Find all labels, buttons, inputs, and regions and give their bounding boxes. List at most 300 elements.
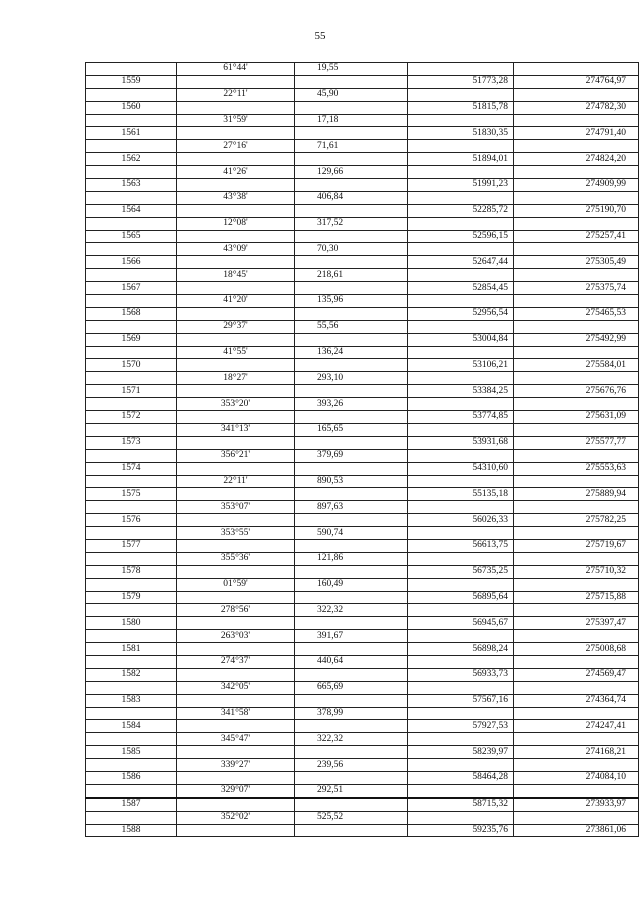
bearing-cell: 263°03' [177,630,295,643]
x-coordinate-cell [408,784,514,797]
bearing-cell [177,359,295,372]
point-number-cell: 1560 [86,101,177,114]
point-number-cell: 1563 [86,179,177,192]
distance-cell: 19,55 [295,63,408,76]
distance-cell: 45,90 [295,88,408,101]
y-coordinate-cell: 275305,49 [514,256,639,269]
x-coordinate-cell: 52647,44 [408,256,514,269]
point-number-cell [86,114,177,127]
distance-cell [295,282,408,295]
point-number-cell [86,501,177,514]
y-coordinate-cell [514,269,639,282]
x-coordinate-cell [408,217,514,230]
distance-cell: 890,53 [295,475,408,488]
distance-cell: 71,61 [295,140,408,153]
bearing-cell [177,798,295,811]
point-number-cell [86,604,177,617]
x-coordinate-cell: 52854,45 [408,282,514,295]
table-row [86,307,639,320]
point-number-cell [86,243,177,256]
y-coordinate-cell: 275889,94 [514,488,639,501]
y-coordinate-cell: 275465,53 [514,307,639,320]
x-coordinate-cell: 55135,18 [408,488,514,501]
table-row [86,694,639,707]
table-row [86,153,639,166]
distance-cell [295,824,408,837]
point-number-cell [86,811,177,824]
x-coordinate-cell [408,707,514,720]
distance-cell [295,746,408,759]
y-coordinate-cell [514,527,639,540]
point-number-cell: 1585 [86,746,177,759]
distance-cell: 525,52 [295,811,408,824]
distance-cell: 165,65 [295,423,408,436]
point-number-cell: 1588 [86,824,177,837]
bearing-cell: 18°45' [177,269,295,282]
table-row [86,346,639,359]
point-number-cell: 1573 [86,436,177,449]
x-coordinate-cell [408,243,514,256]
x-coordinate-cell [408,449,514,462]
distance-cell [295,798,408,811]
bearing-cell: 41°20' [177,295,295,308]
y-coordinate-cell: 274247,41 [514,720,639,733]
point-number-cell: 1577 [86,539,177,552]
point-number-cell [86,372,177,385]
y-coordinate-cell [514,630,639,643]
bearing-cell [177,127,295,140]
point-number-cell [86,655,177,668]
x-coordinate-cell: 56945,67 [408,617,514,630]
x-coordinate-cell [408,527,514,540]
y-coordinate-cell: 275577,77 [514,436,639,449]
point-number-cell [86,630,177,643]
distance-cell [295,385,408,398]
table-row [86,385,639,398]
point-number-cell [86,733,177,746]
table-row [86,449,639,462]
distance-cell: 440,64 [295,655,408,668]
y-coordinate-cell: 275584,01 [514,359,639,372]
distance-cell: 378,99 [295,707,408,720]
x-coordinate-cell [408,681,514,694]
x-coordinate-cell [408,88,514,101]
distance-cell: 665,69 [295,681,408,694]
point-number-cell [86,320,177,333]
table-row [86,333,639,346]
bearing-cell [177,307,295,320]
table-row [86,166,639,179]
y-coordinate-cell: 274782,30 [514,101,639,114]
distance-cell: 17,18 [295,114,408,127]
distance-cell: 160,49 [295,578,408,591]
x-coordinate-cell [408,372,514,385]
point-number-cell: 1559 [86,75,177,88]
distance-cell: 135,96 [295,295,408,308]
distance-cell [295,333,408,346]
y-coordinate-cell [514,733,639,746]
bearing-cell [177,746,295,759]
bearing-cell: 352°02' [177,811,295,824]
y-coordinate-cell: 274824,20 [514,153,639,166]
point-number-cell: 1568 [86,307,177,320]
x-coordinate-cell: 59235,76 [408,824,514,837]
table-row [86,462,639,475]
distance-cell: 897,63 [295,501,408,514]
point-number-cell [86,295,177,308]
y-coordinate-cell [514,295,639,308]
y-coordinate-cell [514,423,639,436]
bearing-cell: 31°59' [177,114,295,127]
bearing-cell: 355°36' [177,552,295,565]
bearing-cell [177,230,295,243]
bearing-cell [177,385,295,398]
bearing-cell [177,539,295,552]
x-coordinate-cell: 58715,32 [408,798,514,811]
distance-cell [295,488,408,501]
table-row [86,88,639,101]
distance-cell: 293,10 [295,372,408,385]
point-number-cell: 1581 [86,643,177,656]
y-coordinate-cell [514,578,639,591]
x-coordinate-cell: 51991,23 [408,179,514,192]
distance-cell [295,771,408,784]
x-coordinate-cell [408,604,514,617]
y-coordinate-cell [514,191,639,204]
y-coordinate-cell: 274168,21 [514,746,639,759]
x-coordinate-cell: 56613,75 [408,539,514,552]
distance-cell [295,204,408,217]
table-row [86,398,639,411]
point-number-cell: 1572 [86,411,177,424]
distance-cell [295,643,408,656]
bearing-cell [177,179,295,192]
x-coordinate-cell: 56735,25 [408,565,514,578]
point-number-cell: 1561 [86,127,177,140]
distance-cell: 70,30 [295,243,408,256]
x-coordinate-cell [408,114,514,127]
point-number-cell: 1570 [86,359,177,372]
x-coordinate-cell: 58239,97 [408,746,514,759]
table-row [86,771,639,784]
bearing-cell: 341°58' [177,707,295,720]
bearing-cell [177,694,295,707]
y-coordinate-cell [514,320,639,333]
x-coordinate-cell: 54310,60 [408,462,514,475]
table-row [86,798,639,811]
distance-cell: 55,56 [295,320,408,333]
distance-cell [295,436,408,449]
table-row [86,127,639,140]
distance-cell [295,720,408,733]
x-coordinate-cell [408,552,514,565]
distance-cell: 129,66 [295,166,408,179]
distance-cell [295,539,408,552]
x-coordinate-cell: 52285,72 [408,204,514,217]
y-coordinate-cell: 275375,74 [514,282,639,295]
point-number-cell: 1571 [86,385,177,398]
distance-cell [295,179,408,192]
x-coordinate-cell [408,759,514,772]
table-row [86,746,639,759]
point-number-cell [86,784,177,797]
distance-cell [295,591,408,604]
point-number-cell: 1574 [86,462,177,475]
table-row [86,501,639,514]
bearing-cell: 339°27' [177,759,295,772]
distance-cell [295,127,408,140]
bearing-cell: 18°27' [177,372,295,385]
table-row [86,217,639,230]
distance-cell: 218,61 [295,269,408,282]
point-number-cell [86,191,177,204]
table-body [86,63,639,837]
point-number-cell [86,63,177,76]
bearing-cell [177,565,295,578]
bearing-cell [177,720,295,733]
table-row [86,372,639,385]
x-coordinate-cell: 58464,28 [408,771,514,784]
y-coordinate-cell [514,63,639,76]
point-number-cell: 1565 [86,230,177,243]
x-coordinate-cell [408,63,514,76]
distance-cell [295,694,408,707]
distance-cell [295,307,408,320]
bearing-cell: 329°07' [177,784,295,797]
bearing-cell: 27°16' [177,140,295,153]
distance-cell: 292,51 [295,784,408,797]
table-row [86,539,639,552]
point-number-cell [86,759,177,772]
x-coordinate-cell [408,295,514,308]
point-number-cell [86,166,177,179]
distance-cell: 239,56 [295,759,408,772]
y-coordinate-cell [514,346,639,359]
table-row [86,191,639,204]
table-row [86,230,639,243]
point-number-cell: 1583 [86,694,177,707]
x-coordinate-cell: 51815,78 [408,101,514,114]
y-coordinate-cell: 274364,74 [514,694,639,707]
y-coordinate-cell [514,655,639,668]
x-coordinate-cell: 56898,24 [408,643,514,656]
table-row [86,565,639,578]
distance-cell [295,565,408,578]
table-row [86,243,639,256]
distance-cell: 590,74 [295,527,408,540]
table-row [86,655,639,668]
distance-cell: 393,26 [295,398,408,411]
point-number-cell: 1567 [86,282,177,295]
point-number-cell [86,398,177,411]
table-row [86,527,639,540]
x-coordinate-cell [408,475,514,488]
table-row [86,101,639,114]
distance-cell [295,411,408,424]
page-number: 55 [314,30,326,42]
point-number-cell: 1586 [86,771,177,784]
bearing-cell [177,282,295,295]
x-coordinate-cell [408,578,514,591]
x-coordinate-cell [408,501,514,514]
table-row [86,269,639,282]
bearing-cell [177,436,295,449]
y-coordinate-cell: 275008,68 [514,643,639,656]
bearing-cell: 356°21' [177,449,295,462]
x-coordinate-cell: 53774,85 [408,411,514,424]
bearing-cell: 43°38' [177,191,295,204]
bearing-cell [177,668,295,681]
table-row [86,295,639,308]
distance-cell [295,230,408,243]
point-number-cell [86,217,177,230]
distance-cell [295,668,408,681]
x-coordinate-cell [408,320,514,333]
distance-cell: 391,67 [295,630,408,643]
y-coordinate-cell [514,759,639,772]
bearing-cell [177,411,295,424]
point-number-cell [86,527,177,540]
y-coordinate-cell [514,243,639,256]
bearing-cell: 22°11' [177,88,295,101]
y-coordinate-cell: 275710,32 [514,565,639,578]
bearing-cell [177,617,295,630]
distance-cell [295,256,408,269]
x-coordinate-cell [408,191,514,204]
bearing-cell [177,333,295,346]
bearing-cell: 43°09' [177,243,295,256]
distance-cell: 406,84 [295,191,408,204]
table-row [86,204,639,217]
y-coordinate-cell [514,114,639,127]
table-row [86,411,639,424]
table-row [86,359,639,372]
y-coordinate-cell: 275397,47 [514,617,639,630]
bearing-cell [177,256,295,269]
table-row [86,733,639,746]
y-coordinate-cell: 275719,67 [514,539,639,552]
y-coordinate-cell [514,217,639,230]
x-coordinate-cell [408,269,514,282]
point-number-cell: 1579 [86,591,177,604]
bearing-cell: 29°37' [177,320,295,333]
x-coordinate-cell: 56026,33 [408,514,514,527]
y-coordinate-cell [514,398,639,411]
distance-cell [295,101,408,114]
distance-cell: 322,32 [295,604,408,617]
distance-cell: 136,24 [295,346,408,359]
x-coordinate-cell: 53384,25 [408,385,514,398]
x-coordinate-cell: 51830,35 [408,127,514,140]
x-coordinate-cell [408,733,514,746]
table-row [86,179,639,192]
distance-cell [295,462,408,475]
bearing-cell: 342°05' [177,681,295,694]
table-row [86,320,639,333]
table-row [86,423,639,436]
bearing-cell [177,824,295,837]
y-coordinate-cell: 274791,40 [514,127,639,140]
point-number-cell [86,475,177,488]
x-coordinate-cell: 57927,53 [408,720,514,733]
coordinates-table [85,62,639,837]
point-number-cell [86,578,177,591]
y-coordinate-cell: 275782,25 [514,514,639,527]
point-number-cell [86,269,177,282]
point-number-cell: 1575 [86,488,177,501]
table-row [86,720,639,733]
table-row [86,630,639,643]
x-coordinate-cell [408,630,514,643]
point-number-cell: 1576 [86,514,177,527]
y-coordinate-cell: 274569,47 [514,668,639,681]
point-number-cell [86,88,177,101]
bearing-cell: 12°08' [177,217,295,230]
y-coordinate-cell: 274084,10 [514,771,639,784]
distance-cell [295,514,408,527]
x-coordinate-cell [408,655,514,668]
table-row [86,63,639,76]
y-coordinate-cell [514,166,639,179]
table-row [86,643,639,656]
distance-cell: 322,32 [295,733,408,746]
point-number-cell: 1562 [86,153,177,166]
point-number-cell: 1564 [86,204,177,217]
point-number-cell [86,707,177,720]
point-number-cell [86,449,177,462]
distance-cell [295,617,408,630]
y-coordinate-cell: 273861,06 [514,824,639,837]
y-coordinate-cell [514,552,639,565]
table-row [86,617,639,630]
table-row [86,514,639,527]
y-coordinate-cell: 275715,88 [514,591,639,604]
table-row [86,114,639,127]
x-coordinate-cell: 56933,73 [408,668,514,681]
distance-cell [295,75,408,88]
table-row [86,75,639,88]
bearing-cell [177,488,295,501]
bearing-cell: 41°26' [177,166,295,179]
point-number-cell [86,681,177,694]
bearing-cell [177,101,295,114]
bearing-cell: 274°37' [177,655,295,668]
x-coordinate-cell [408,811,514,824]
y-coordinate-cell [514,449,639,462]
bearing-cell: 278°56' [177,604,295,617]
point-number-cell: 1582 [86,668,177,681]
table-row [86,681,639,694]
bearing-cell: 345°47' [177,733,295,746]
table-row [86,282,639,295]
table-row [86,824,639,837]
x-coordinate-cell: 53931,68 [408,436,514,449]
table-row [86,591,639,604]
table-row [86,759,639,772]
y-coordinate-cell: 275553,63 [514,462,639,475]
y-coordinate-cell: 274909,99 [514,179,639,192]
distance-cell [295,359,408,372]
bearing-cell: 341°13' [177,423,295,436]
distance-cell: 121,86 [295,552,408,565]
y-coordinate-cell: 275631,09 [514,411,639,424]
x-coordinate-cell [408,140,514,153]
bearing-cell: 01°59' [177,578,295,591]
x-coordinate-cell: 52596,15 [408,230,514,243]
x-coordinate-cell: 53004,84 [408,333,514,346]
y-coordinate-cell: 275676,76 [514,385,639,398]
y-coordinate-cell [514,501,639,514]
